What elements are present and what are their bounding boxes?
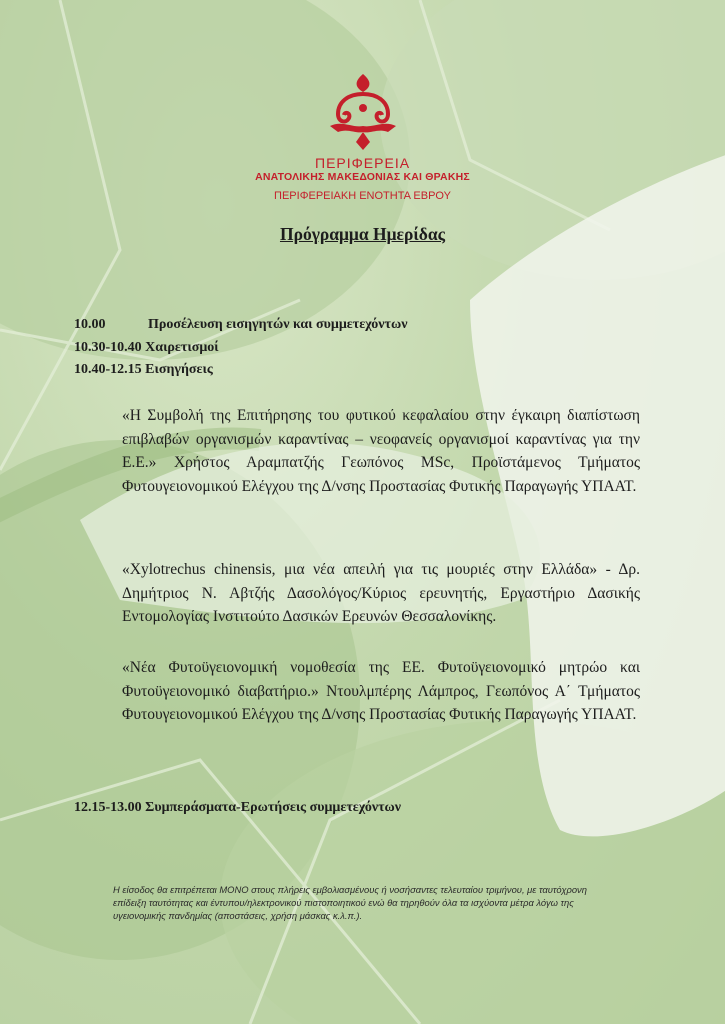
schedule-row — [74, 362, 213, 378]
region-logo — [0, 70, 725, 202]
schedule-time: 10.00 — [74, 317, 106, 332]
schedule-row — [74, 317, 407, 333]
closing-label: Συμπεράσματα-Ερωτήσεις συμμετεχόντων — [145, 800, 402, 815]
region-subtitle: ΑΝΑΤΟΛΙΚΗΣ ΜΑΚΕΔΟΝΙΑΣ ΚΑΙ ΘΡΑΚΗΣ — [255, 171, 470, 183]
covid-notice: Η είσοδος θα επιτρέπεται ΜΟΝΟ στους πλήρεις εμβολιασμένους ή νοσήσαντες τελευταίου τριμήνου, με ταυτόχρονη επίδειξη ταυτότητας και έντυπου/ηλεκτρονικού πιστοποιητικού ενώ θα τηρηθούν όλα τα ισχύοντα μέτρα λόγω της υγειονομικής πανδημίας (αποστάσεις, χρήση μάσκας κ.λ.π.). — [113, 884, 587, 921]
schedule-label: Χαιρετισμοί — [145, 340, 219, 355]
region-name: ΠΕΡΙΦΕΡΕΙΑ — [314, 155, 411, 171]
talk-3: «Νέα Φυτοϋγειονομική νομοθεσία της ΕΕ. Φυτοϋγειονομικό μητρώο και Φυτοϋγειονομικό διαβατήριο.» Ντουλμπέρης Λάμπρος, Γεωπόνος Α΄ Τμήματος Φυτουγειονομικού Ελέγχου της Δ/νσης Προστασίας Φυτικής Παραγωγής ΥΠΑΑΤ. — [122, 659, 640, 724]
ionic-capital-emblem-icon — [318, 70, 408, 152]
schedule-time: 10.30-10.40 — [74, 340, 142, 355]
talk-2: «Xylotrechus chinensis, μια νέα απειλή για τις μουριές στην Ελλάδα» - Δρ. Δημήτριος Ν. Αβτζής Δασολόγος/Κύριος ερευνητής, Εργαστήριο Δασικής Εντομολογίας Ινστιτούτο Δασικών Ερευνών Θεσσαλονίκης. — [122, 561, 640, 626]
schedule-time: 10.40-12.15 — [74, 362, 142, 377]
page-title: Πρόγραμμα Ημερίδας — [279, 224, 446, 244]
schedule-row — [74, 340, 219, 356]
talk-1: «Η Συμβολή της Επιτήρησης του φυτικού κεφαλαίου στην έγκαιρη διαπίστωση επιβλαβών οργανισμών καραντίνας – νεοφανείς οργανισμοί καραντίνας για την Ε.Ε.» Χρήστος Αραμπατζής Γεωπόνος MSc, Προϊστάμενος Τμήματος Φυτουγειονομικού Ελέγχου της Δ/νσης Προστασίας Φυτικής Παραγωγής ΥΠΑΑΤ. — [122, 407, 640, 495]
regional-unit: ΠΕΡΙΦΕΡΕΙΑΚΗ ΕΝΟΤΗΤΑ ΕΒΡΟΥ — [274, 189, 451, 202]
schedule-label: Εισηγήσεις — [145, 362, 213, 377]
closing-row — [74, 800, 401, 816]
closing-time: 12.15-13.00 — [74, 800, 142, 815]
schedule-label: Προσέλευση εισηγητών και συμμετεχόντων — [148, 317, 408, 332]
